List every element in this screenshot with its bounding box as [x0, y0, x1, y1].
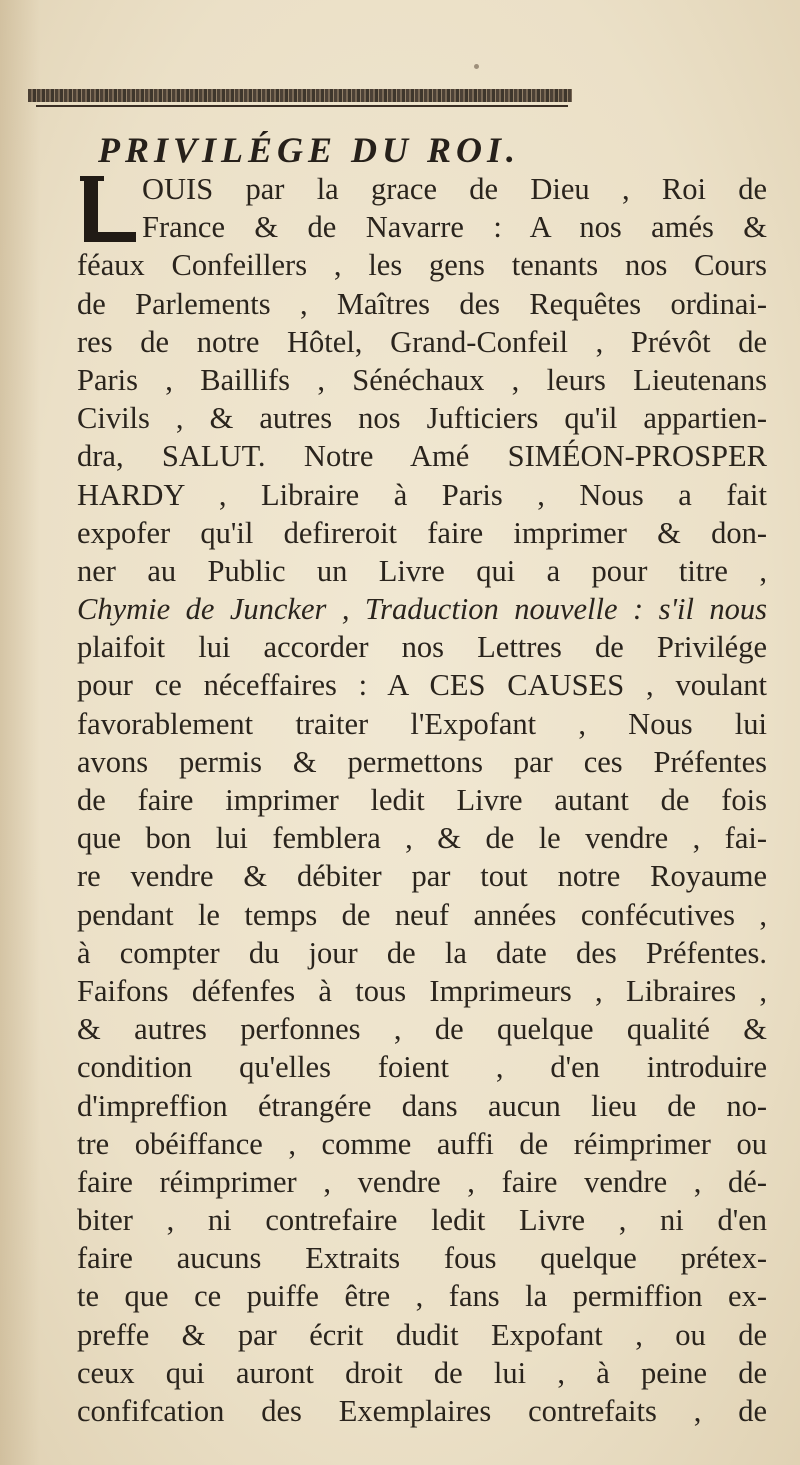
text-line: ceux qui auront droit de lui , à peine de [77, 1355, 767, 1390]
text-line: d'impreffion étrangére dans aucun lieu de no- [77, 1088, 767, 1123]
text-line: féaux Confeillers , les gens tenants nos Cours [77, 248, 767, 283]
text-line: de faire imprimer ledit Livre autant de fois [77, 783, 767, 817]
text-line: res de notre Hôtel, Grand-Confeil , Prévôt de [77, 324, 767, 359]
text-line: à compter du jour de la date des Préfentes. [77, 935, 767, 970]
text-line: Civils , & autres nos Jufticiers qu'il appartien- [77, 401, 767, 436]
text-line: & autres perfonnes , de quelque qualité & [77, 1012, 767, 1047]
text-line: re vendre & débiter par tout notre Royaume [77, 859, 767, 894]
privilege-text [77, 170, 767, 1430]
page-title: PRIVILÉGE DU ROI. [98, 130, 521, 170]
text-line: que bon lui femblera , & de le vendre , fai- [77, 821, 767, 856]
text-line: expofer qu'il defireroit faire imprimer & don- [77, 515, 767, 550]
text-line: Paris , Baillifs , Sénéchaux , leurs Lieutenans [77, 362, 767, 397]
text-line: OUIS par la grace de Dieu , Roi de [142, 172, 767, 206]
ornament-rule [36, 105, 568, 107]
text-line: de Parlements , Maîtres des Requêtes ordinai- [77, 286, 767, 321]
text-line: preffe & par écrit dudit Expofant , ou de [77, 1317, 767, 1352]
ornament-band [28, 89, 572, 102]
text-line: favorablement traiter l'Expofant , Nous lui [77, 706, 767, 741]
text-line: Faifons défenfes à tous Imprimeurs , Libraires , [77, 973, 767, 1008]
header-ornament [28, 89, 572, 111]
text-line: confifcation des Exemplaires contrefaits , de [77, 1394, 767, 1428]
text-line: faire réimprimer , vendre , faire vendre , dé- [77, 1164, 767, 1199]
text-line: te que ce puiffe être , fans la permiffion ex- [77, 1279, 767, 1314]
text-line: dra, SALUT. Notre Amé SIMÉON-PROSPER [77, 439, 767, 474]
text-line: avons permis & permettons par ces Préfentes [77, 744, 767, 779]
text-line: pour ce néceffaires : A CES CAUSES , voulant [77, 668, 767, 703]
text-line: faire aucuns Extraits fous quelque prétex- [77, 1241, 767, 1276]
text-line: tre obéiffance , comme auffi de réimprimer ou [77, 1126, 767, 1161]
page-edge-stain [0, 0, 40, 1465]
text-line: biter , ni contrefaire ledit Livre , ni d'en [77, 1203, 767, 1238]
text-line: Chymie de Juncker , Traduction nouvelle : s'il nous [77, 592, 767, 627]
text-line: France & de Navarre : A nos amés & [142, 210, 767, 245]
text-line: pendant le temps de neuf années confécutives , [77, 897, 767, 932]
text-line: ner au Public un Livre qui a pour titre , [77, 553, 767, 588]
text-line: HARDY , Libraire à Paris , Nous a fait [77, 477, 767, 512]
text-line: condition qu'elles foient , d'en introduire [77, 1050, 767, 1085]
text-line: plaifoit lui accorder nos Lettres de Privilége [77, 630, 767, 665]
ink-speck [474, 64, 479, 69]
